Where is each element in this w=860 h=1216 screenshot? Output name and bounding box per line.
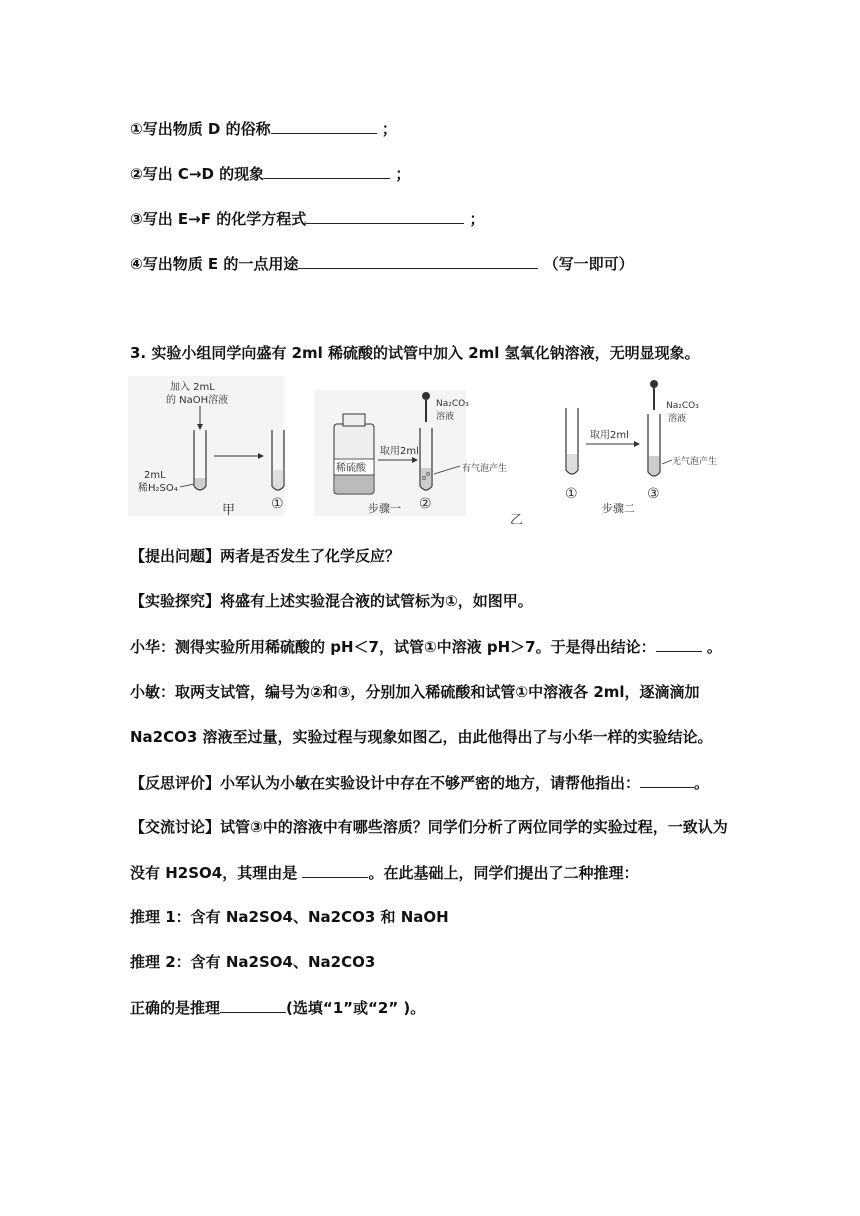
inference-1: 推理 1：含有 Na2SO4、Na2CO3 和 NaOH [130,908,449,926]
tube-1-label: ① [271,496,284,512]
na2co3-label: Na₂CO₃ [436,399,469,409]
step1-label: 步骤一 [368,502,401,515]
bottle-neck [343,414,365,426]
q2-suffix: ； [395,165,411,183]
raise-question: 【提出问题】两者是否发生了化学反应？ [130,547,401,565]
tube-2-label: ② [419,496,432,512]
acid-label-2: 稀H₂SO₄ [138,483,178,494]
q1-suffix: ； [381,120,397,138]
question-c-to-d [130,163,410,184]
xiaohua-prefix: 小华：测得实验所用稀硫酸的 pH＜7，试管①中溶液 pH＞7。于是得出结论： [130,638,656,656]
q2-text: ②写出 C→D 的现象 [130,165,265,183]
answer-blank[interactable] [264,163,390,179]
step2-label: 步骤二 [602,502,635,515]
acid-label-1: 2mL [144,470,166,481]
tube-3-liquid [649,456,660,475]
correct-inference [130,997,425,1018]
explore-text: 【实验探究】将盛有上述实验混合液的试管标为①，如图甲。 [130,592,533,610]
answer-blank[interactable] [271,118,377,134]
solution-label: 溶液 [436,412,455,422]
xiaohua-suffix: 。 [701,638,722,656]
xiaomin-text-1: 小敏：取两支试管，编号为②和③，分别加入稀硫酸和试管①中溶液各 2ml，逐滴滴加 [130,683,700,701]
q1-text: ①写出物质 D 的俗称 [130,120,271,138]
question-e-to-f [130,208,484,229]
inference-2: 推理 2：含有 Na2SO4、Na2CO3 [130,953,376,971]
add-label-2: 的 NaOH溶液 [166,395,229,406]
reflect-prefix: 【反思评价】小军认为小敏在实验设计中存在不够严密的地方，请帮他指出： [130,774,641,792]
xiaohua-text [130,636,722,657]
tube-1b-label: ① [565,486,578,502]
figure-jia-label: 甲 [222,503,236,518]
answer-blank[interactable] [298,253,538,269]
no-bubbles-label: 无气泡产生 [672,457,718,467]
tube-3-label: ③ [647,486,660,502]
answer-blank[interactable] [640,772,694,788]
tube-1-liquid [273,470,284,489]
reflect-suffix: 。 [694,774,710,792]
correct-suffix: (选填“1”或“2” )。 [286,999,426,1017]
xiaomin-text-2: Na2CO3 溶液至过量，实验过程与现象如图乙，由此他得出了与小华一样的实验结论。 [130,728,713,746]
answer-blank[interactable] [302,862,368,878]
tube-1b-liquid [567,454,578,473]
tube-liquid [195,478,206,489]
no-bubble-pointer [662,460,672,464]
solution-b-label: 溶液 [668,414,687,424]
take-2ml-b-label: 取用2ml [590,430,629,441]
bubbles-label: 有气泡产生 [462,464,508,474]
figure-yi-label: 乙 [510,513,524,524]
discuss-prefix: 没有 H2SO4，其理由是 [130,864,303,882]
problem3-title: 3. 实验小组同学向盛有 2ml 稀硫酸的试管中加入 2ml 氢氧化钠溶液，无明显现象。 [130,344,700,362]
question-d-name [130,118,397,139]
reflect-text [130,772,709,793]
na2co3-b-label: Na₂CO₃ [666,401,699,411]
q3-suffix: ； [469,210,485,228]
answer-blank[interactable] [220,997,286,1013]
discuss-text-2 [130,862,638,883]
dropper-bulb [422,392,430,400]
bottle-label: 稀硫酸 [336,463,366,474]
take-arrow-b-head [634,441,640,447]
answer-blank[interactable] [656,636,702,652]
dropper-b-bulb [650,380,658,388]
q4-text: ④写出物质 E 的一点用途 [130,255,299,273]
discuss-text-1: 【交流讨论】试管③中的溶液中有哪些溶质？同学们分析了两位同学的实验过程，一致认为 [130,818,728,836]
q3-text: ③写出 E→F 的化学方程式 [130,210,307,228]
experiment-figure [128,374,728,524]
answer-blank[interactable] [306,208,464,224]
take-2ml-label: 取用2ml [380,446,419,457]
q4-suffix: （写一即可） [543,255,634,273]
question-e-use [130,253,634,274]
correct-prefix: 正确的是推理 [130,999,221,1017]
add-label-1: 加入 2mL [170,382,215,393]
discuss-suffix: 。在此基础上，同学们提出了二种推理： [368,864,639,882]
